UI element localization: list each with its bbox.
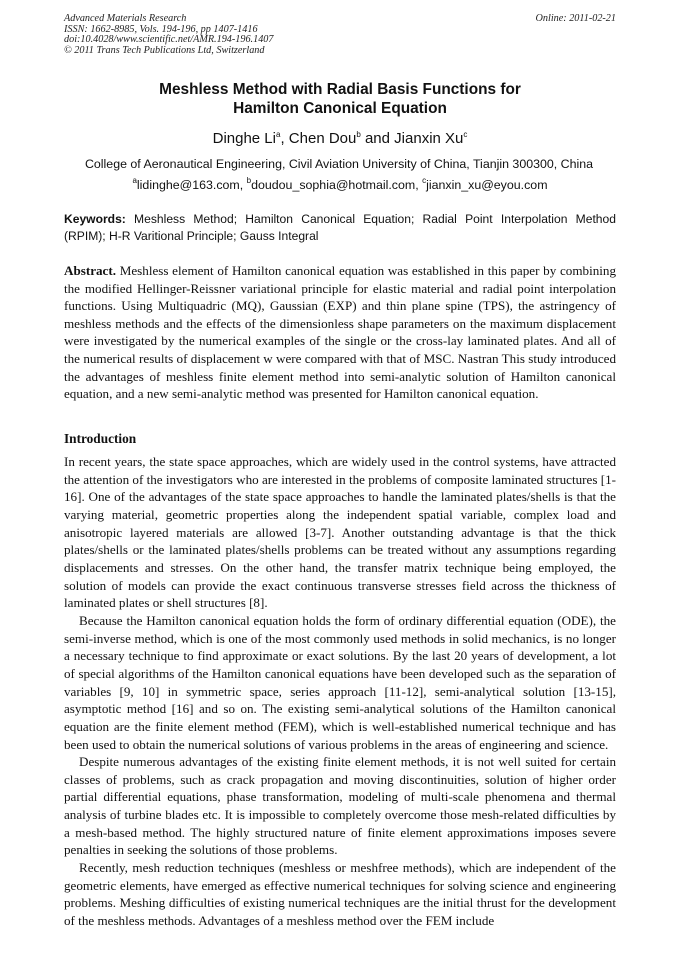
email-mark: c bbox=[422, 176, 427, 185]
abstract-section bbox=[64, 262, 616, 403]
author-email[interactable]: lidinghe@163.com bbox=[136, 178, 240, 192]
paragraph: Because the Hamilton canonical equation holds the form of ordinary differential equation (ODE), the semi-inverse method, which is one of the most commonly used methods in solid mechanics, is no longer a necessary technique to find approximate or exact solutions. By the last 20 years of development, a lot of special algorithms of the Hamilton canonical equations have been developed such as the separation of variables [9, 10] in symmetric space, series approach [11-12], semi-analytical solution [13-15], asymptotic method [16] and so on. The existing semi-analytical solutions of the Hamilton canonical equation are the finite element method (FEM), which is well-established numerical technique and has been used to obtain the numerical solutions of various problems in the areas of engineering and science. bbox=[64, 612, 616, 752]
author-separator: , bbox=[280, 130, 289, 147]
keywords-text: Meshless Method; Hamilton Canonical Equation; Radial Point Interpolation Method (RPIM); H-R Varitional Principle; Gauss Integral bbox=[64, 212, 616, 243]
title-line-2: Hamilton Canonical Equation bbox=[233, 100, 447, 117]
author-email[interactable]: doudou_sophia@hotmail.com bbox=[251, 178, 416, 192]
abstract-text: Meshless element of Hamilton canonical equation was established in this paper by combining the modified Hellinger-Reissner variational principle for elastic material and radial point interpolation functions. Using Multiquadric (MQ), Gaussian (EXP) and thin plane spine (TPS), the astringency of meshless methods and the effects of the dimensionless shape parameters on the maximum displacement were investigated by the numerical examples of the single or the cross-lay laminated plates. And all of the numerical results of displacement w were compared with that of MSC. Nastran This study introduced the advantages of meshless finite element method into semi-analytic solution of Hamilton canonical equation, and a new semi-analytic method was presented for Hamilton canonical equation. bbox=[64, 263, 616, 402]
section-heading-introduction: Introduction bbox=[64, 431, 137, 446]
author-affil-mark: a bbox=[276, 130, 281, 139]
introduction-body bbox=[64, 453, 616, 930]
paragraph: Recently, mesh reduction techniques (meshless or meshfree methods), which are independent of the geometric elements, have emerged as effective numerical techniques for solving science and engineering problems. Meshing difficulties of existing numerical techniques are the initial thrust for the development of the meshless methods. Advantages of a meshless method over the FEM include bbox=[64, 860, 616, 929]
doi-line[interactable]: doi:10.4028/www.scientific.net/AMR.194-196.1407 bbox=[64, 34, 274, 46]
paragraph: Despite numerous advantages of the existing finite element methods, it is not well suited for certain classes of problems, such as crack propagation and moving discontinuities, solution of higher order partial differential equations, phase transformation, modeling of multi-scale phenomena and thermal analysis of turbine blades etc. It is impossible to completely overcome those mesh-related difficulties by a mesh-based method. The highly structured nature of finite element approximations imposes severe penalties in seeking the solutions of those problems. bbox=[64, 754, 616, 858]
abstract-label: Abstract. bbox=[64, 263, 116, 278]
author-emails bbox=[64, 178, 616, 193]
author-name: Chen Dou bbox=[288, 130, 357, 147]
affiliation: College of Aeronautical Engineering, Civil Aviation University of China, Tianjin 300300, China bbox=[84, 157, 594, 171]
author-email[interactable]: jianxin_xu@eyou.com bbox=[426, 178, 548, 192]
online-date: Online: 2011-02-21 bbox=[535, 13, 616, 24]
author-list bbox=[64, 130, 616, 148]
publication-header bbox=[64, 14, 616, 56]
author-affil-mark: c bbox=[463, 130, 468, 139]
email-mark: a bbox=[132, 176, 137, 185]
author-affil-mark: b bbox=[356, 130, 361, 139]
keywords-section bbox=[64, 211, 616, 245]
paper-title bbox=[64, 80, 616, 118]
paragraph: In recent years, the state space approaches, which are widely used in the control systems, have attracted the attention of the investigators who are interested in the problems of composite laminated structures [1-16]. One of the advantages of the state space approaches to handle the laminated plates/shells is that the varying material, geometric properties along the independent spatial variable, complex load and anisotropic layered materials are allowed [3-7]. Another outstanding advantage is that the thick plates/shells or the laminated plates/shells problems can be treated without any assumptions regarding displacements and stresses. On the other hand, the transfer matrix technique being employed, the solution of models can provide the exact continuous transverse stresses field across the thickness of laminated plates or shell structures [8]. bbox=[64, 454, 616, 611]
keywords-label: Keywords: bbox=[64, 212, 126, 226]
copyright-line: © 2011 Trans Tech Publications Ltd, Switzerland bbox=[64, 44, 265, 56]
email-separator: , bbox=[415, 178, 423, 192]
title-line-1: Meshless Method with Radial Basis Functions for bbox=[159, 81, 521, 98]
author-name: Dinghe Li bbox=[212, 130, 276, 147]
issn-line: ISSN: 1662-8985, Vols. 194-196, pp 1407-1416 bbox=[64, 23, 258, 35]
email-separator: , bbox=[239, 178, 247, 192]
email-mark: b bbox=[246, 176, 252, 185]
author-separator: and bbox=[360, 130, 395, 147]
journal-name: Advanced Materials Research bbox=[64, 13, 187, 24]
author-name: Jianxin Xu bbox=[394, 130, 464, 147]
